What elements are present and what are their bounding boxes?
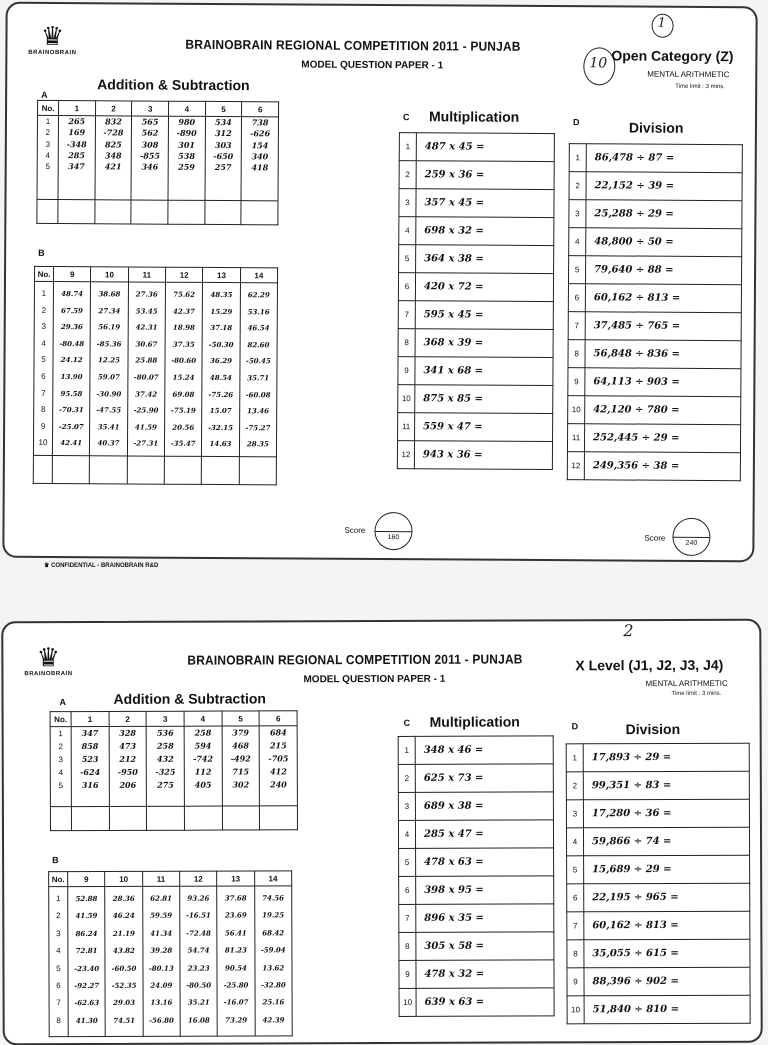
- table-header: 2: [95, 101, 132, 116]
- question-number: 4: [566, 828, 583, 856]
- question-text: 398 x 95 =: [416, 876, 554, 904]
- question-text: 64,113 ÷ 903 =: [585, 368, 741, 397]
- question-row: [399, 217, 554, 246]
- question-row: [568, 396, 741, 425]
- question-row: [568, 368, 741, 397]
- question-text: 35,055 ÷ 615 =: [584, 939, 750, 968]
- question-row: [398, 329, 553, 358]
- question-row: [566, 827, 749, 856]
- question-row: [398, 736, 553, 765]
- question-row: [399, 245, 554, 274]
- logo-emblem-icon: ♛: [40, 20, 65, 52]
- section-c-letter: C: [402, 112, 410, 123]
- answer-cell: [239, 457, 277, 485]
- question-text: 99,351 ÷ 83 =: [583, 771, 749, 800]
- question-text: 60,162 ÷ 813 =: [584, 911, 750, 940]
- answer-cell: [71, 806, 109, 830]
- question-number: 8: [567, 940, 584, 968]
- table-header: 4: [184, 711, 222, 726]
- question-text: 478 x 32 =: [416, 960, 554, 988]
- sum-column: 258 594 -742 112 405: [184, 726, 222, 806]
- multiplication-table: [398, 735, 555, 1017]
- handwritten-score: 10: [589, 55, 608, 72]
- question-row: [398, 820, 553, 849]
- question-sheet-x-level: [1, 619, 762, 1045]
- question-row: [569, 172, 742, 201]
- sum-column: 534 312 303 -650 257: [205, 116, 242, 200]
- question-text: 559 x 47 =: [415, 413, 553, 442]
- table-header: 11: [128, 267, 165, 282]
- section-a-title: Addition & Subtraction: [113, 690, 266, 707]
- question-text: 59,866 ÷ 74 =: [583, 827, 749, 856]
- sum-column: 536 258 432 -325 275: [146, 726, 184, 806]
- row-numbers: 1 2 3 4 5: [37, 115, 59, 199]
- mental-arithmetic-label: MENTAL ARITHMETIC: [647, 69, 730, 80]
- answer-cell: [202, 456, 239, 484]
- question-text: 60,162 ÷ 813 =: [585, 284, 741, 313]
- sum-column: 74.56 19.25 68.42 -59.04 13.62 -32.80 25.16 42.39: [254, 886, 292, 1036]
- question-text: 42,120 ÷ 780 =: [585, 396, 741, 425]
- question-row: [398, 764, 553, 793]
- question-text: 249,356 ÷ 38 =: [584, 452, 740, 481]
- time-limit-label: Time limit : 3 mins.: [671, 690, 722, 697]
- row-numbers: 1 2 3 4 5: [50, 727, 71, 807]
- question-number: 1: [569, 144, 586, 172]
- question-row: [569, 228, 742, 257]
- sum-column: 27.36 53.45 42.31 30.67 25.88 -80.07 37.42 -25.90 41.59 -27.31: [127, 282, 165, 456]
- question-text: 37,485 ÷ 765 =: [585, 312, 741, 341]
- section-a-letter: A: [41, 89, 48, 100]
- question-row: [399, 988, 554, 1017]
- question-number: 6: [568, 284, 585, 312]
- sum-column: 980 -890 301 538 259: [168, 116, 205, 200]
- footer-logo-icon: ♛: [44, 563, 50, 569]
- question-number: 10: [398, 385, 415, 413]
- table-header: No.: [34, 266, 53, 281]
- question-number: 8: [399, 932, 416, 960]
- answer-cell: [52, 456, 89, 484]
- time-limit-label: Time limit : 3 mins.: [675, 83, 725, 91]
- confidential-footer: [44, 562, 158, 569]
- answer-cell: [90, 456, 127, 484]
- question-row: [567, 911, 750, 940]
- question-row: [567, 995, 750, 1024]
- question-text: 48,800 ÷ 50 =: [586, 228, 742, 257]
- question-number: 10: [568, 396, 585, 424]
- handwritten-page-number: 2: [623, 621, 634, 641]
- table-header: 10: [91, 267, 128, 282]
- sum-column: 62.29 53.16 46.54 82.60 -50.45 35.71 -60.08 13.46 -75.27 28.35: [239, 283, 277, 457]
- question-sheet-open-category: [2, 2, 757, 563]
- question-text: 420 x 72 =: [415, 273, 553, 302]
- score-max: 160: [387, 534, 400, 542]
- question-text: 79,640 ÷ 88 =: [585, 256, 741, 285]
- division-table: [566, 743, 751, 1025]
- question-text: 15,689 ÷ 29 =: [584, 855, 750, 884]
- question-number: 11: [567, 424, 584, 452]
- score-circle: [374, 512, 412, 550]
- sum-column: 565 562 308 -855 346: [131, 116, 168, 200]
- row-numbers: 1 2 3 4 5 6 7 8: [49, 887, 69, 1037]
- question-text: 285 x 47 =: [415, 820, 553, 848]
- question-text: 357 x 45 =: [416, 189, 554, 218]
- sum-column: 37.68 23.69 56.41 81.23 90.54 -25.80 -16.07 73.29: [217, 886, 255, 1036]
- question-number: 3: [398, 792, 415, 820]
- sum-column: 832 -728 825 348 421: [95, 116, 132, 200]
- table-header: 12: [180, 871, 217, 886]
- question-row: [567, 424, 740, 453]
- question-row: [398, 385, 553, 414]
- question-row: [566, 743, 749, 772]
- question-text: 252,445 ÷ 29 =: [584, 424, 740, 453]
- sum-column: 48.35 15.29 37.18 -50.30 36.29 48.54 -75.26 15.07 -32.15 14.63: [202, 282, 240, 456]
- question-text: 17,893 ÷ 29 =: [583, 743, 749, 772]
- table-header: 6: [259, 711, 297, 726]
- question-row: [567, 939, 750, 968]
- question-row: [399, 876, 554, 905]
- question-number: 4: [569, 228, 586, 256]
- question-number: 1: [399, 133, 416, 161]
- section-a-letter: A: [59, 697, 67, 708]
- section-d-title: Division: [628, 119, 684, 136]
- question-text: 51,840 ÷ 810 =: [584, 995, 750, 1024]
- score-max: 240: [685, 539, 698, 547]
- question-number: 7: [567, 912, 584, 940]
- question-row: [398, 301, 553, 330]
- section-d-letter: D: [571, 721, 579, 732]
- question-row: [398, 792, 553, 821]
- table-header: 5: [205, 101, 242, 116]
- question-text: 625 x 73 =: [415, 764, 553, 792]
- logo-emblem-icon: ♛: [36, 642, 61, 673]
- addition-subtraction-table: [50, 710, 298, 831]
- question-number: 3: [569, 200, 586, 228]
- sum-column: 265 169 -348 285 347: [58, 116, 95, 200]
- section-a-title: Addition & Subtraction: [97, 76, 250, 94]
- sum-column: 52.88 41.59 86.24 72.81 -23.40 -92.27 -62.63 41.30: [68, 886, 106, 1036]
- question-number: 10: [567, 996, 584, 1024]
- paper-subtitle: MODEL QUESTION PAPER - 1: [303, 673, 446, 686]
- sum-column: 75.62 42.37 18.98 37.35 -80.60 15.24 69.08 -75.19 20.56 -35.47: [164, 282, 202, 456]
- question-row: [399, 960, 554, 989]
- question-text: 25,288 ÷ 29 =: [586, 200, 742, 229]
- answer-cell: [95, 200, 132, 224]
- score-label: Score: [344, 525, 366, 535]
- question-row: [399, 848, 554, 877]
- answer-cell: [33, 455, 52, 483]
- section-c-title: Multiplication: [429, 713, 520, 730]
- question-row: [567, 967, 750, 996]
- question-number: 9: [567, 968, 584, 996]
- answer-cell: [50, 807, 71, 831]
- table-header: 13: [217, 871, 254, 886]
- question-row: [567, 452, 740, 481]
- question-row: [398, 413, 553, 442]
- question-row: [399, 161, 554, 190]
- question-number: 5: [399, 245, 416, 273]
- table-header: 5: [222, 711, 260, 726]
- sum-column: 347 858 523 -624 316: [71, 726, 109, 806]
- question-number: 2: [566, 772, 583, 800]
- score-label: Score: [644, 533, 666, 543]
- question-number: 7: [568, 312, 585, 340]
- question-text: 22,195 ÷ 965 =: [584, 883, 750, 912]
- question-number: 2: [399, 161, 416, 189]
- table-header: 13: [203, 267, 240, 282]
- question-text: 17,280 ÷ 36 =: [583, 799, 749, 828]
- question-number: 8: [398, 329, 415, 357]
- question-number: 3: [399, 189, 416, 217]
- answer-cell: [260, 806, 298, 830]
- question-number: 5: [568, 256, 585, 284]
- question-text: 639 x 63 =: [416, 988, 554, 1016]
- question-number: 6: [567, 884, 584, 912]
- section-d-letter: D: [572, 117, 580, 128]
- question-text: 364 x 38 =: [416, 245, 554, 274]
- sum-column: 62.81 59.59 41.34 39.28 -80.13 24.09 13.16 -56.80: [142, 886, 180, 1036]
- question-text: 56,848 ÷ 836 =: [585, 340, 741, 369]
- question-row: [397, 441, 552, 470]
- question-row: [569, 144, 742, 173]
- question-text: 368 x 39 =: [415, 329, 553, 358]
- question-row: [568, 340, 741, 369]
- table-header: 11: [142, 871, 179, 886]
- question-text: 875 x 85 =: [415, 385, 553, 414]
- table-header: 14: [254, 871, 291, 886]
- question-text: 478 x 63 =: [416, 848, 554, 876]
- question-number: 6: [399, 876, 416, 904]
- question-number: 7: [398, 301, 415, 329]
- question-text: 348 x 46 =: [415, 736, 553, 764]
- table-header: 2: [109, 711, 147, 726]
- table-header: 1: [71, 711, 109, 726]
- question-number: 4: [399, 217, 416, 245]
- question-text: 88,396 ÷ 902 =: [584, 967, 750, 996]
- question-text: 896 x 35 =: [416, 904, 554, 932]
- question-row: [399, 189, 554, 218]
- question-text: 305 x 58 =: [416, 932, 554, 960]
- sum-column: 48.74 67.59 29.36 -80.48 24.12 13.90 95.58 -70.31 -25.07 42.41: [52, 282, 90, 456]
- question-number: 7: [399, 904, 416, 932]
- question-number: 8: [568, 340, 585, 368]
- answer-cell: [241, 201, 278, 225]
- multiplication-table: [397, 132, 555, 470]
- footer-text: CONFIDENTIAL - BRAINOBRAIN R&D: [51, 563, 159, 569]
- logo-text: BRAINOBRAIN: [24, 671, 73, 678]
- mental-arithmetic-label: MENTAL ARITHMETIC: [645, 678, 728, 689]
- table-header: No.: [50, 712, 71, 727]
- question-row: [568, 284, 741, 313]
- section-c-letter: C: [403, 717, 411, 728]
- category-label: Open Category (Z): [611, 47, 734, 65]
- decimal-sums-table: [48, 870, 293, 1037]
- question-number: 1: [398, 736, 415, 764]
- question-number: 1: [566, 744, 583, 772]
- question-text: 943 x 36 =: [414, 441, 552, 470]
- competition-title: BRAINOBRAIN REGIONAL COMPETITION 2011 - PUNJAB: [185, 36, 521, 54]
- question-number: 10: [399, 988, 416, 1016]
- sum-column: 328 473 212 -950 206: [109, 726, 147, 806]
- logo-text: BRAINOBRAIN: [28, 49, 77, 57]
- addition-subtraction-table: [36, 100, 279, 225]
- table-header: 3: [146, 711, 184, 726]
- question-row: [399, 133, 554, 162]
- answer-cell: [168, 200, 205, 224]
- paper-subtitle: MODEL QUESTION PAPER - 1: [301, 59, 444, 72]
- row-numbers: 1 2 3 4 5 6 7 8 9 10: [33, 281, 53, 455]
- question-text: 259 x 36 =: [416, 161, 554, 190]
- table-header: 3: [132, 101, 169, 116]
- question-row: [567, 883, 750, 912]
- answer-cell: [58, 200, 95, 224]
- question-row: [566, 771, 749, 800]
- brainobrain-logo: [17, 22, 87, 56]
- handwritten-page-number: 1: [657, 15, 666, 31]
- table-header: 1: [59, 101, 96, 116]
- decimal-sums-table: [33, 266, 278, 485]
- brainobrain-logo: [13, 643, 83, 677]
- table-header: 9: [53, 267, 90, 282]
- answer-cell: [184, 806, 222, 830]
- question-row: [569, 200, 742, 229]
- question-number: 3: [566, 800, 583, 828]
- table-header: 6: [242, 102, 279, 117]
- question-text: 22,152 ÷ 39 =: [586, 172, 742, 201]
- division-table: [567, 143, 743, 481]
- question-text: 595 x 45 =: [415, 301, 553, 330]
- table-header: 9: [68, 871, 105, 886]
- table-header: 14: [240, 268, 277, 283]
- category-label: X Level (J1, J2, J3, J4): [575, 656, 724, 674]
- answer-cell: [147, 806, 185, 830]
- sum-column: 28.36 46.24 21.19 43.82 -60.50 -52.35 29.03 74.51: [105, 886, 143, 1036]
- question-number: 5: [399, 848, 416, 876]
- sum-column: 684 215 -705 412 240: [259, 726, 297, 806]
- question-number: 2: [398, 764, 415, 792]
- question-number: 4: [398, 820, 415, 848]
- question-row: [568, 256, 741, 285]
- question-number: 9: [568, 368, 585, 396]
- section-b-letter: B: [52, 855, 59, 866]
- answer-cell: [37, 199, 58, 223]
- section-c-title: Multiplication: [428, 108, 520, 125]
- question-number: 12: [397, 441, 414, 469]
- question-number: 5: [567, 856, 584, 884]
- question-row: [398, 357, 553, 386]
- question-text: 341 x 68 =: [415, 357, 553, 386]
- question-text: 487 x 45 =: [416, 133, 554, 162]
- question-number: 12: [567, 452, 584, 480]
- table-header: 12: [165, 267, 202, 282]
- question-row: [568, 312, 741, 341]
- sum-column: 379 468 -492 715 302: [222, 726, 260, 806]
- answer-cell: [222, 806, 260, 830]
- section-b-letter: B: [38, 247, 45, 258]
- table-header: No.: [38, 100, 59, 115]
- question-text: 698 x 32 =: [416, 217, 554, 246]
- answer-cell: [127, 456, 164, 484]
- answer-cell: [164, 456, 201, 484]
- question-row: [399, 904, 554, 933]
- table-header: 10: [105, 871, 142, 886]
- sum-column: 93.26 -16.51 -72.48 54.74 23.23 -80.50 35.21 16.08: [180, 886, 218, 1036]
- score-circle: [672, 518, 710, 556]
- question-row: [398, 273, 553, 302]
- question-row: [399, 932, 554, 961]
- question-number: 9: [398, 357, 415, 385]
- question-text: 689 x 38 =: [415, 792, 553, 820]
- section-d-title: Division: [625, 720, 681, 738]
- table-header: No.: [49, 872, 68, 887]
- question-row: [566, 799, 749, 828]
- question-text: 86,478 ÷ 87 =: [586, 144, 742, 173]
- answer-cell: [131, 200, 168, 224]
- question-number: 11: [398, 413, 415, 441]
- question-row: [567, 855, 750, 884]
- table-header: 4: [168, 101, 205, 116]
- sum-column: 738 -626 154 340 418: [241, 117, 278, 201]
- question-number: 2: [569, 172, 586, 200]
- question-number: 9: [399, 960, 416, 988]
- question-number: 6: [398, 273, 415, 301]
- answer-cell: [109, 806, 147, 830]
- competition-title: BRAINOBRAIN REGIONAL COMPETITION 2011 - PUNJAB: [187, 651, 523, 668]
- answer-cell: [204, 200, 241, 224]
- sum-column: 38.68 27.34 56.19 -85.36 12.25 59.07 -30.90 -47.55 35.41 40.37: [90, 282, 128, 456]
